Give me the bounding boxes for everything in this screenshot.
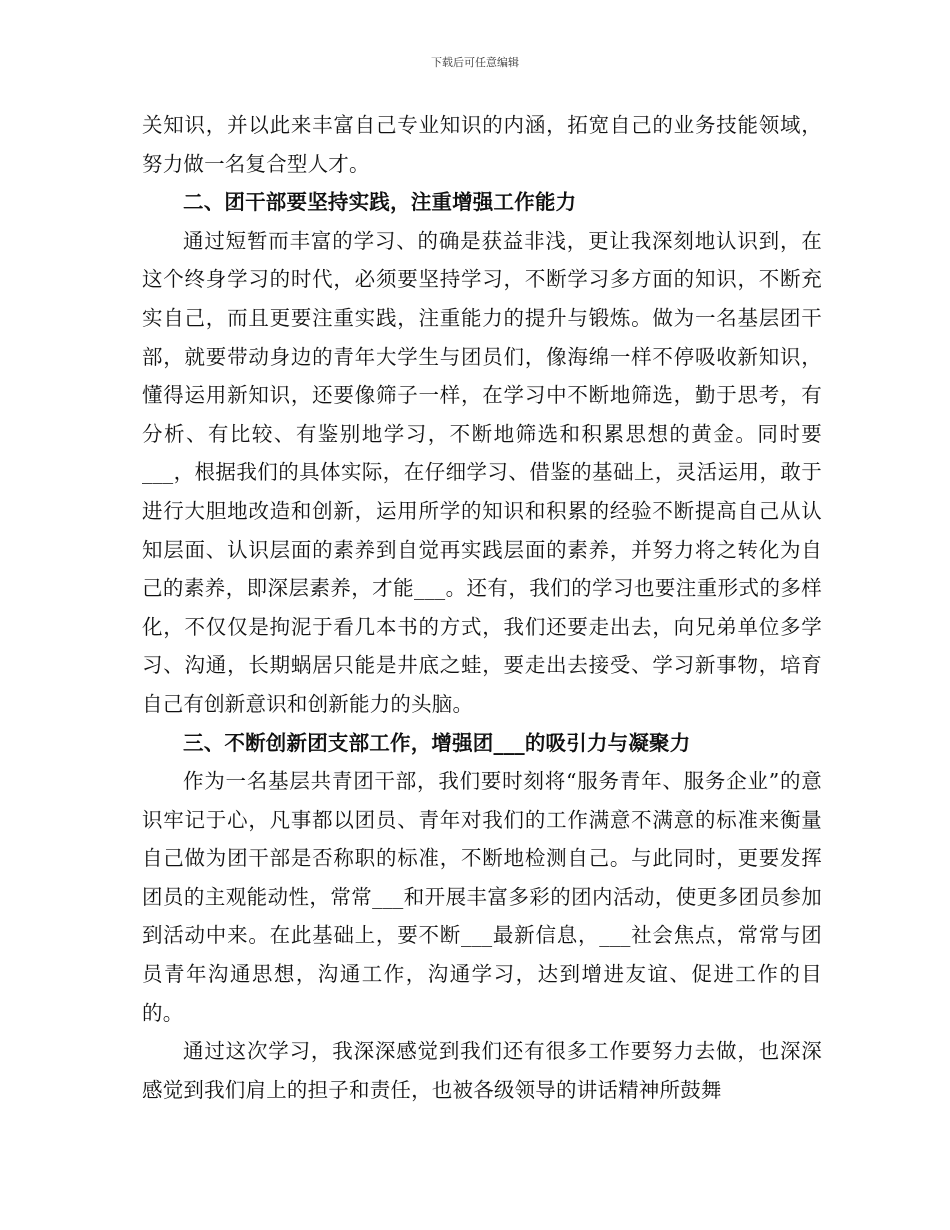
document-body — [142, 106, 822, 1109]
paragraph-continuation: 关知识，并以此来丰富自己专业知识的内涵，拓宽自己的业务技能领域，努力做一名复合型人才。 — [142, 113, 822, 176]
paragraph-conclusion: 通过这次学习，我深深感觉到我们还有很多工作要努力去做，也深深感觉到我们肩上的担子和责任，也被各级领导的讲话精神所鼓舞 — [142, 1039, 822, 1102]
paragraph-innovation: 作为一名基层共青团干部，我们要时刻将“服务青年、服务企业”的意识牢记于心，凡事都以团员、青年对我们的工作满意不满意的标准来衡量自己做为团干部是否称职的标准，不断地检测自己。与此同时，更要发挥团员的主观能动性，常常___和开展丰富多彩的团内活动，使更多团员参加到活动中来。在此基础上，要不断___最新信息，___社会焦点，常常与团员青年沟通思想，沟通工作，沟通学习，达到增进友谊、促进工作的目的。 — [142, 769, 822, 1025]
section-heading-3: 三、不断创新团支部工作，增强团___的吸引力与凝聚力 — [183, 730, 691, 755]
section-heading-2: 二、团干部要坚持实践，注重增强工作能力 — [183, 190, 577, 215]
paragraph-practice: 通过短暂而丰富的学习、的确是获益非浅，更让我深刻地认识到，在这个终身学习的时代，必须要坚持学习，不断学习多方面的知识，不断充实自己，而且更要注重实践，注重能力的提升与锻炼。做为一名基层团干部，就要带动身边的青年大学生与团员们，像海绵一样不停吸收新知识，懂得运用新知识，还要像筛子一样，在学习中不断地筛选，勤于思考，有分析、有比较、有鉴别地学习，不断地筛选和积累思想的黄金。同时要___，根据我们的具体实际，在仔细学习、借鉴的基础上，灵活运用，敢于进行大胆地改造和创新，运用所学的知识和积累的经验不断提高自己从认知层面、认识层面的素养到自觉再实践层面的素养，并努力将之转化为自己的素养，即深层素养，才能___。还有，我们的学习也要注重形式的多样化，不仅仅是拘泥于看几本书的方式，我们还要走出去，向兄弟单位多学习、沟通，长期蜗居只能是井底之蛙，要走出去接受、学习新事物，培育自己有创新意识和创新能力的头脑。 — [142, 228, 822, 716]
page-header: 下载后可任意编辑 — [431, 56, 519, 69]
